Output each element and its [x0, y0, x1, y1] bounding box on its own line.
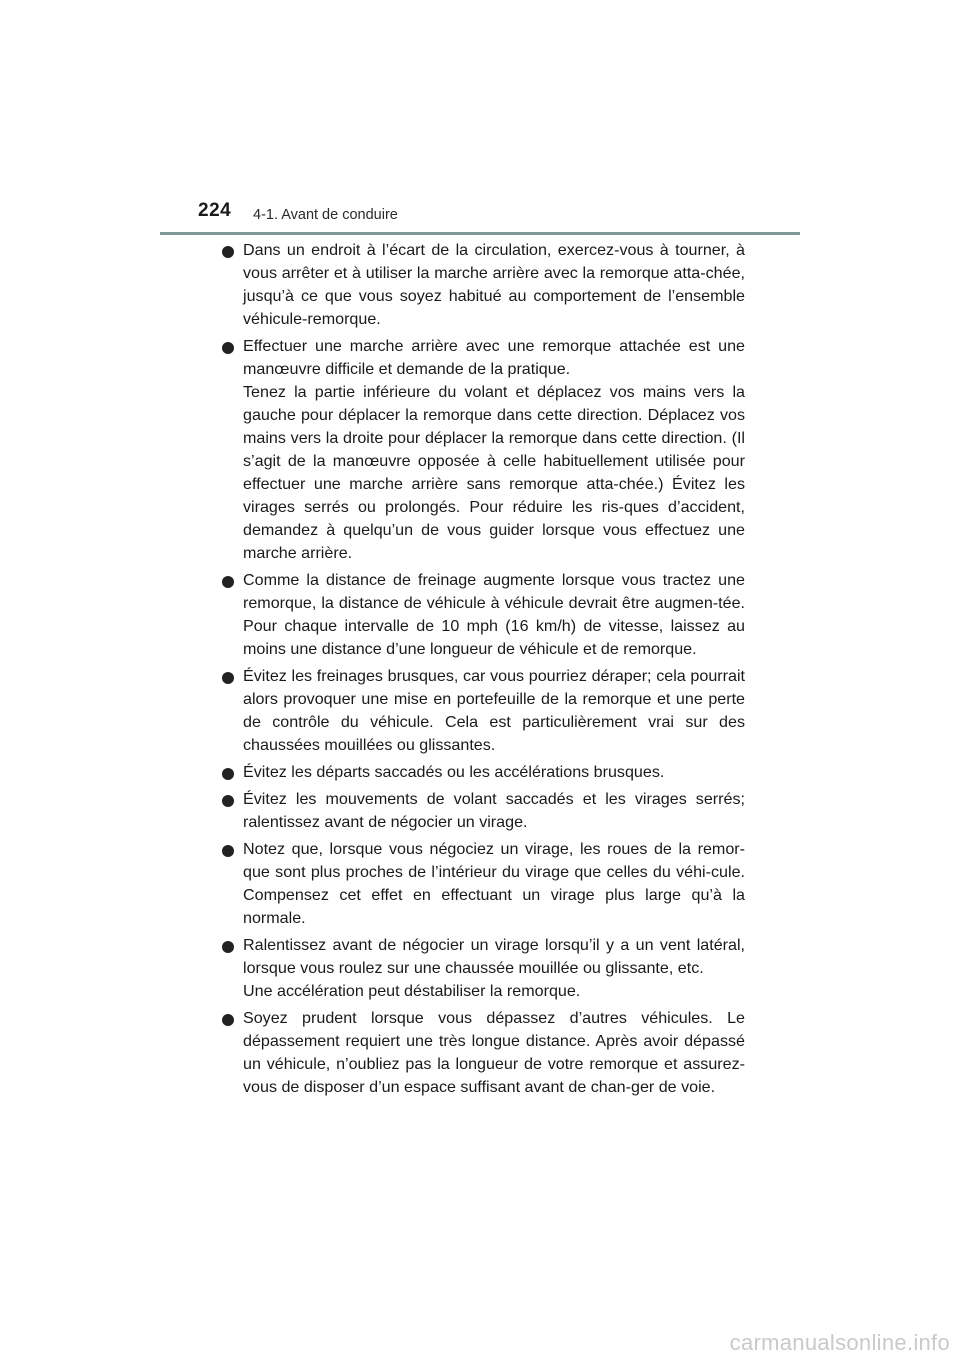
header-divider — [160, 232, 800, 235]
list-item-text: Tenez la partie inférieure du volant et déplacez vos mains vers la gauche pour déplacer la remorque dans cette direction. Déplacez vos mains vers la droite pour déplacer la remorque dans cette direction. (Il s’agit de la manœuvre opposée à celle habituellement utilisée pour effectuer une marche arrière sans remorque atta-chée.) Évitez les virages serrés ou prolongés. Pour réduire les ris-ques d’accident, demandez à quelqu’un de vous guider lorsque vous effectuez une marche arrière. — [243, 383, 745, 562]
list-item-text: Soyez prudent lorsque vous dépassez d’autres véhicules. Le dépassement requiert une très longue distance. Après avoir dépassé un véhicule, n’oubliez pas la longueur de votre remorque et assurez-vous de disposer d’un espace suffisant avant de chan-ger de voie. — [243, 1009, 745, 1096]
list-item-text: Évitez les mouvements de volant saccadés et les virages serrés; ralentissez avant de négocier un virage. — [243, 790, 745, 831]
bullet-list — [222, 239, 745, 1103]
bullet-icon — [222, 1014, 234, 1026]
list-item — [222, 934, 745, 1003]
bullet-icon — [222, 845, 234, 857]
page-number: 224 — [198, 200, 232, 221]
list-item — [222, 761, 745, 784]
list-item — [222, 335, 745, 565]
list-item — [222, 838, 745, 930]
list-item-text: Évitez les freinages brusques, car vous pourriez déraper; cela pourrait alors provoquer une mise en portefeuille de la remorque et une perte de contrôle du véhicule. Cela est particulièrement vrai sur des chaussées mouillées ou glissantes. — [243, 667, 745, 754]
list-item-text: Évitez les départs saccadés ou les accélérations brusques. — [243, 763, 665, 781]
bullet-icon — [222, 795, 234, 807]
bullet-icon — [222, 246, 234, 258]
bullet-icon — [222, 576, 234, 588]
list-item-text: Ralentissez avant de négocier un virage lorsqu’il y a un vent latéral, lorsque vous roulez sur une chaussée mouillée ou glissante, etc. — [243, 936, 745, 977]
watermark: carmanualsonline.info — [729, 1330, 950, 1355]
bullet-icon — [222, 768, 234, 780]
list-item — [222, 665, 745, 757]
list-item-text: Dans un endroit à l’écart de la circulation, exercez-vous à tourner, à vous arrêter et à utiliser la marche arrière avec la remorque atta-chée, jusqu’à ce que vous soyez habitué au comportement de l’ensemble véhicule-remorque. — [243, 241, 745, 328]
section-title: 4-1. Avant de conduire — [253, 207, 398, 223]
list-item — [222, 239, 745, 331]
list-item-text: Notez que, lorsque vous négociez un virage, les roues de la remor-que sont plus proches de l’intérieur du virage que celles du véhi-cule. Compensez cet effet en effectuant un virage plus large qu’à la normale. — [243, 840, 745, 927]
list-item-text: Une accélération peut déstabiliser la remorque. — [243, 982, 581, 1000]
bullet-icon — [222, 342, 234, 354]
list-item — [222, 1007, 745, 1099]
list-item-text: Effectuer une marche arrière avec une remorque attachée est une manœuvre difficile et demande de la pratique. — [243, 337, 745, 378]
list-item — [222, 569, 745, 661]
bullet-icon — [222, 941, 234, 953]
bullet-icon — [222, 672, 234, 684]
list-item — [222, 788, 745, 834]
list-item-text: Comme la distance de freinage augmente lorsque vous tractez une remorque, la distance de véhicule à véhicule devrait être augmen-tée. Pour chaque intervalle de 10 mph (16 km/h) de vitesse, laissez au moins une distance d’une longueur de véhicule et de remorque. — [243, 571, 745, 658]
